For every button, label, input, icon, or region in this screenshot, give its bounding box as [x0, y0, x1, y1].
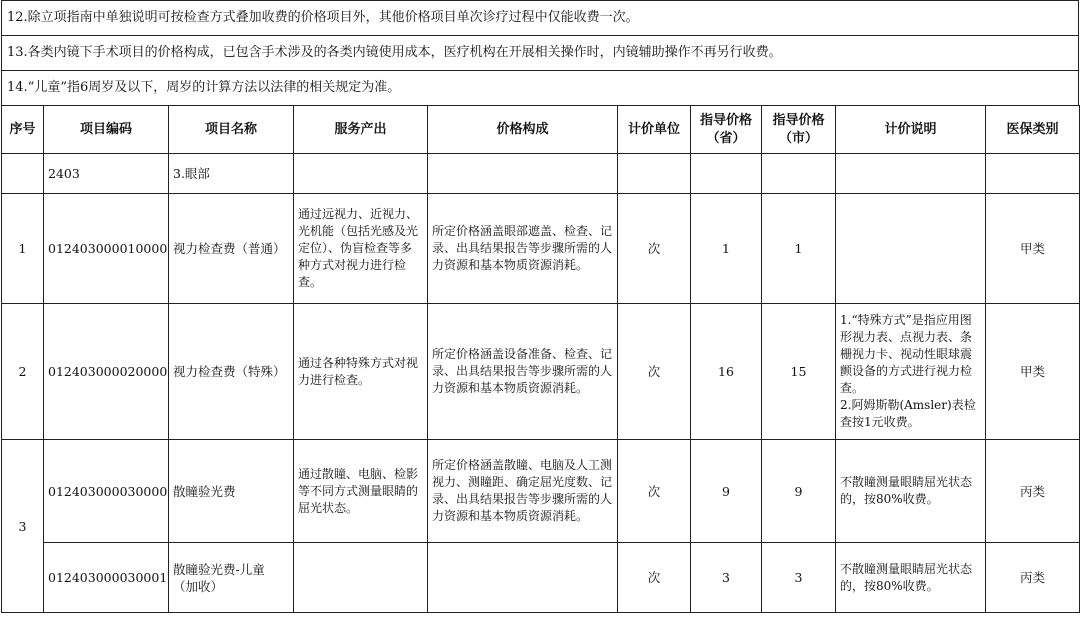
row-seq: 3: [2, 440, 44, 613]
row-insurance: 丙类: [986, 440, 1080, 543]
note-14: 14.“儿童”指6周岁及以下，周岁的计算方法以法律的相关规定为准。: [1, 70, 1079, 105]
row-composition: 所定价格涵盖设备准备、检查、记录、出具结果报告等步骤所需的人力资源和基本物质资源消耗。: [428, 304, 618, 440]
row-seq: 2: [2, 304, 44, 440]
row-composition: 所定价格涵盖眼部遮盖、检查、记录、出具结果报告等步骤所需的人力资源和基本物质资源消耗。: [428, 194, 618, 304]
row-price-prov: 3: [691, 543, 762, 613]
header-note: 计价说明: [836, 106, 986, 154]
header-price-city: 指导价格（市）: [762, 106, 836, 154]
row-name: 散瞳验光费: [169, 440, 294, 543]
section-row: [2, 154, 1080, 194]
row-seq: 1: [2, 194, 44, 304]
row-insurance: 甲类: [986, 194, 1080, 304]
row-name: 视力检查费（特殊）: [169, 304, 294, 440]
row-output: 通过远视力、近视力、光机能（包括光感及光定位）、伪盲检查等多种方式对视力进行检查。: [294, 194, 428, 304]
row-note-line-1: 1.“特殊方式”是指应用图形视力表、点视力表、条栅视力卡、视动性眼球震颤设备的方式进行视力检查。: [840, 313, 973, 395]
row-output: [294, 543, 428, 613]
row-note: [836, 194, 986, 304]
row-price-city: 3: [762, 543, 836, 613]
row-name: 散瞳验光费-儿童（加收）: [169, 543, 294, 613]
row-note: [836, 304, 986, 440]
row-unit: 次: [618, 194, 691, 304]
header-code: 项目编码: [44, 106, 169, 154]
row-unit: 次: [618, 440, 691, 543]
row-price-city: 1: [762, 194, 836, 304]
row-code: 012403000030000: [44, 440, 169, 543]
row-price-city: 15: [762, 304, 836, 440]
row-price-city: 9: [762, 440, 836, 543]
header-composition: 价格构成: [428, 106, 618, 154]
row-note-line-2: 2.阿姆斯勒(Amsler)表检查按1元收费。: [840, 398, 976, 429]
note-13: 13.各类内镜下手术项目的价格构成，已包含手术涉及的各类内镜使用成本，医疗机构在开展相关操作时，内镜辅助操作不再另行收费。: [1, 35, 1079, 70]
row-code: 012403000030001: [44, 543, 169, 613]
header-output: 服务产出: [294, 106, 428, 154]
row-insurance: 丙类: [986, 543, 1080, 613]
table-row: [2, 194, 1080, 304]
header-name: 项目名称: [169, 106, 294, 154]
header-unit: 计价单位: [618, 106, 691, 154]
row-price-prov: 16: [691, 304, 762, 440]
row-code: 012403000010000: [44, 194, 169, 304]
row-price-prov: 9: [691, 440, 762, 543]
header-price-prov: 指导价格（省）: [691, 106, 762, 154]
price-table: [1, 105, 1080, 613]
row-code: 012403000020000: [44, 304, 169, 440]
table-header-row: [2, 106, 1080, 154]
row-composition: 所定价格涵盖散瞳、电脑及人工测视力、测瞳距、确定屈光度数、记录、出具结果报告等步骤所需的人力资源和基本物质资源消耗。: [428, 440, 618, 543]
row-composition: [428, 543, 618, 613]
row-price-prov: 1: [691, 194, 762, 304]
price-document: [1, 0, 1079, 613]
row-unit: 次: [618, 543, 691, 613]
row-output: 通过散瞳、电脑、检影等不同方式测量眼睛的屈光状态。: [294, 440, 428, 543]
table-row: [2, 440, 1080, 543]
table-row: [2, 304, 1080, 440]
section-code: 2403: [44, 154, 169, 194]
note-12: 12.除立项指南中单独说明可按检查方式叠加收费的价格项目外，其他价格项目单次诊疗过程中仅能收费一次。: [1, 0, 1079, 35]
header-insurance: 医保类别: [986, 106, 1080, 154]
section-name: 3.眼部: [169, 154, 294, 194]
row-note: 不散瞳测量眼睛屈光状态的，按80%收费。: [836, 440, 986, 543]
table-row: [2, 543, 1080, 613]
row-note: 不散瞳测量眼睛屈光状态的，按80%收费。: [836, 543, 986, 613]
row-name: 视力检查费（普通）: [169, 194, 294, 304]
row-output: 通过各种特殊方式对视力进行检查。: [294, 304, 428, 440]
header-seq: 序号: [2, 106, 44, 154]
row-unit: 次: [618, 304, 691, 440]
row-insurance: 甲类: [986, 304, 1080, 440]
